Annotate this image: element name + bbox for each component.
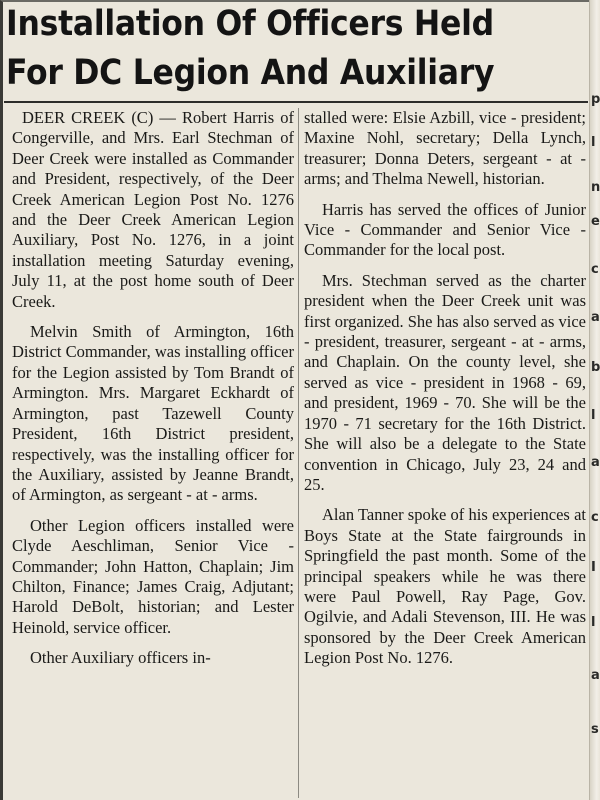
article-paragraph-continued: Other Auxiliary officers in- xyxy=(30,648,211,668)
edge-letter: a xyxy=(591,455,600,470)
edge-letter: e xyxy=(591,214,600,229)
article-column-right xyxy=(304,108,586,679)
edge-letter: p xyxy=(591,92,600,107)
headline-rule xyxy=(4,101,588,103)
article-column-left xyxy=(12,108,294,679)
article-paragraph: Other Legion officers installed were Clyde Aeschliman, Senior Vice - Commander; John Hatton, Chaplain; Jim Chilton, Finance; James Craig, Adjutant; Harold DeBolt, historian; and Lester Heinold, service officer. xyxy=(12,515,294,637)
article-paragraph: Alan Tanner spoke of his experiences at Boys State at the State fairgrounds in Springfield the past month. Some of the principal speakers while he was there were Paul Powell, Ray Page, Gov. Ogilvie, and Adali Stevenson, III. He was sponsored by the Deer Creek American Legion Post No. 1276. xyxy=(304,505,586,668)
edge-letter: n xyxy=(591,180,600,195)
headline-line-2: For DC Legion And Auxiliary xyxy=(6,53,495,93)
article-paragraph: Mrs. Stechman served as the charter president when the Deer Creek unit was first organized. She has also served as vice - president, treasurer, sergeant - at - arms, and Chaplain. On the county level, she served as vice - president in 1968 - 69, and president, 1969 - 70. She will be the 1970 - 71 secretary for the 16th District. She will also be a delegate to the State convention in Chicago, July 23, 24 and 25. xyxy=(304,270,586,494)
article-paragraph-continuation: stalled were: Elsie Azbill, vice - president; Maxine Nohl, secretary; Della Lynch, treasurer; Donna Deters, sergeant - at - arms; and Thelma Newell, historian. xyxy=(304,108,586,189)
edge-letter: b xyxy=(591,360,600,375)
article-paragraph: Melvin Smith of Armington, 16th District Commander, was installing officer for the Legion assisted by Tom Brandt of Armington. Mrs. Margaret Eckhardt of Armington, past Tazewell County President, 16th District president, respectively, was the installing officer for the Auxiliary, assisted by Jeanne Brandt, of Armington, as sergeant - at - arms. xyxy=(12,322,294,505)
edge-letter: a xyxy=(591,310,600,325)
column-divider xyxy=(298,108,299,798)
edge-letter: l xyxy=(591,615,596,630)
edge-letter: c xyxy=(591,262,599,277)
edge-letter: a xyxy=(591,668,600,683)
edge-letter: c xyxy=(591,510,599,525)
article-paragraph: DEER CREEK (C) — Robert Harris of Congerville, and Mrs. Earl Stechman of Deer Creek were installed as Commander and President, respectively, of the Deer Creek American Legion Post No. 1276 and the Deer Creek American Legion Auxiliary, Post No. 1276, in a joint installation meeting Saturday evening, July 11, at the post home south of Deer Creek. xyxy=(12,108,294,311)
edge-letter: l xyxy=(591,408,596,423)
edge-letter: I xyxy=(591,560,596,575)
edge-letter: s xyxy=(591,722,599,737)
article-paragraph: Harris has served the offices of Junior Vice - Commander and Senior Vice - Commander for the local post. xyxy=(304,199,586,260)
headline-line-1: Installation Of Officers Held xyxy=(6,4,494,44)
edge-letter: l xyxy=(591,135,596,150)
